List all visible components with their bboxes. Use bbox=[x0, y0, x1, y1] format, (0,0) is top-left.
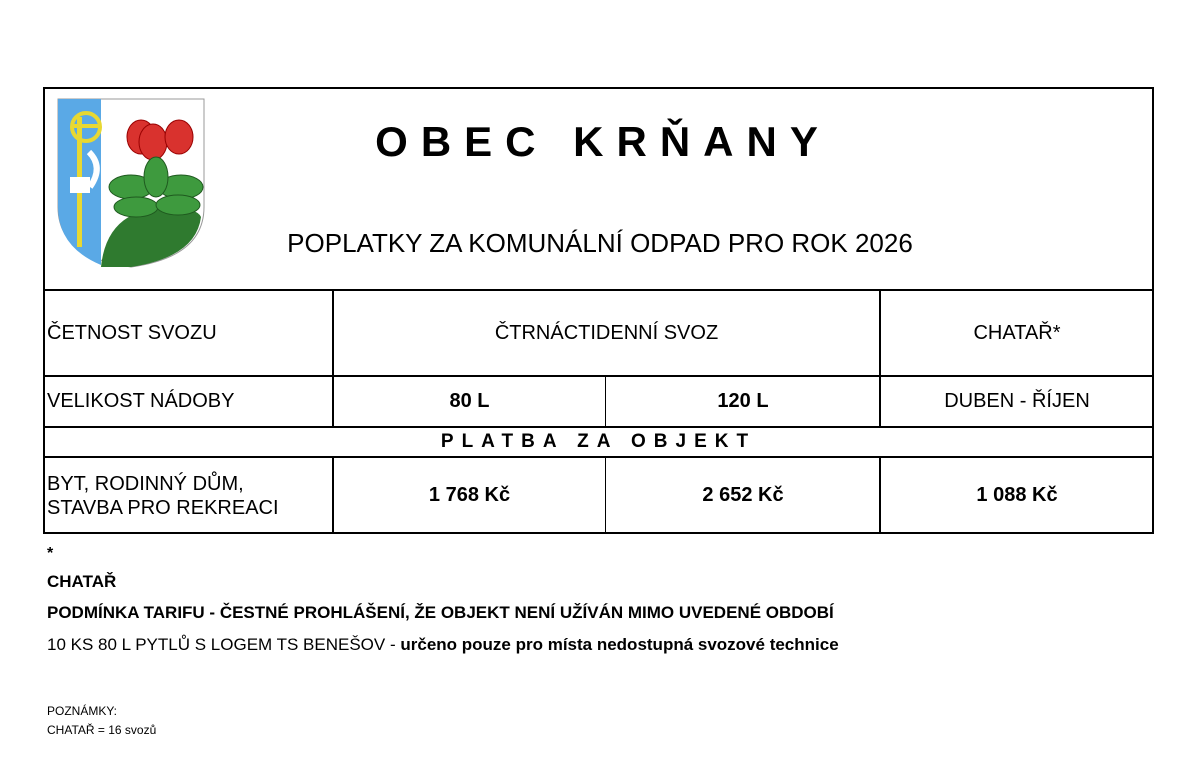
size-120l: 120 L bbox=[717, 390, 769, 412]
footnote-bags bbox=[47, 635, 839, 655]
row-label-building bbox=[47, 472, 279, 520]
bags-text: 10 KS 80 L PYTLŮ S LOGEM TS BENEŠOV - bbox=[47, 635, 401, 654]
price-80l: 1 768 Kč bbox=[428, 484, 511, 506]
row-label-frequency: ČETNOST SVOZU bbox=[47, 321, 217, 344]
season-period: DUBEN - ŘÍJEN bbox=[944, 390, 1090, 412]
coat-of-arms-logo bbox=[56, 97, 206, 269]
size-80l: 80 L bbox=[449, 390, 490, 412]
price-120l: 2 652 Kč bbox=[702, 484, 784, 506]
divider bbox=[605, 456, 606, 534]
footnote-condition: PODMÍNKA TARIFU - ČESTNÉ PROHLÁŠENÍ, ŽE OBJEKT NENÍ UŽÍVÁN MIMO UVEDENÉ OBDOBÍ bbox=[47, 603, 834, 622]
section-heading: PLATBA ZA OBJEKT bbox=[440, 431, 757, 452]
notes-line: CHATAŘ = 16 svozů bbox=[47, 723, 157, 737]
bags-note: určeno pouze pro místa nedostupná svozové technice bbox=[400, 635, 839, 654]
footnote-heading: CHATAŘ bbox=[47, 572, 117, 591]
cottager-header: CHATAŘ* bbox=[973, 321, 1061, 344]
label-line: BYT, RODINNÝ DŮM, bbox=[47, 473, 244, 495]
footnote-asterisk: * bbox=[47, 545, 54, 562]
page-subtitle: POPLATKY ZA KOMUNÁLNÍ ODPAD PRO ROK 2026 bbox=[287, 228, 913, 258]
notes-label: POZNÁMKY: bbox=[47, 704, 118, 718]
frequency-value: ČTRNÁCTIDENNÍ SVOZ bbox=[494, 321, 719, 344]
row-label-container-size: VELIKOST NÁDOBY bbox=[47, 390, 235, 412]
price-cottager: 1 088 Kč bbox=[976, 484, 1058, 506]
label-line: STAVBA PRO REKREACI bbox=[47, 497, 279, 519]
divider bbox=[605, 375, 606, 427]
page-title: OBEC KRŇANY bbox=[375, 118, 831, 165]
